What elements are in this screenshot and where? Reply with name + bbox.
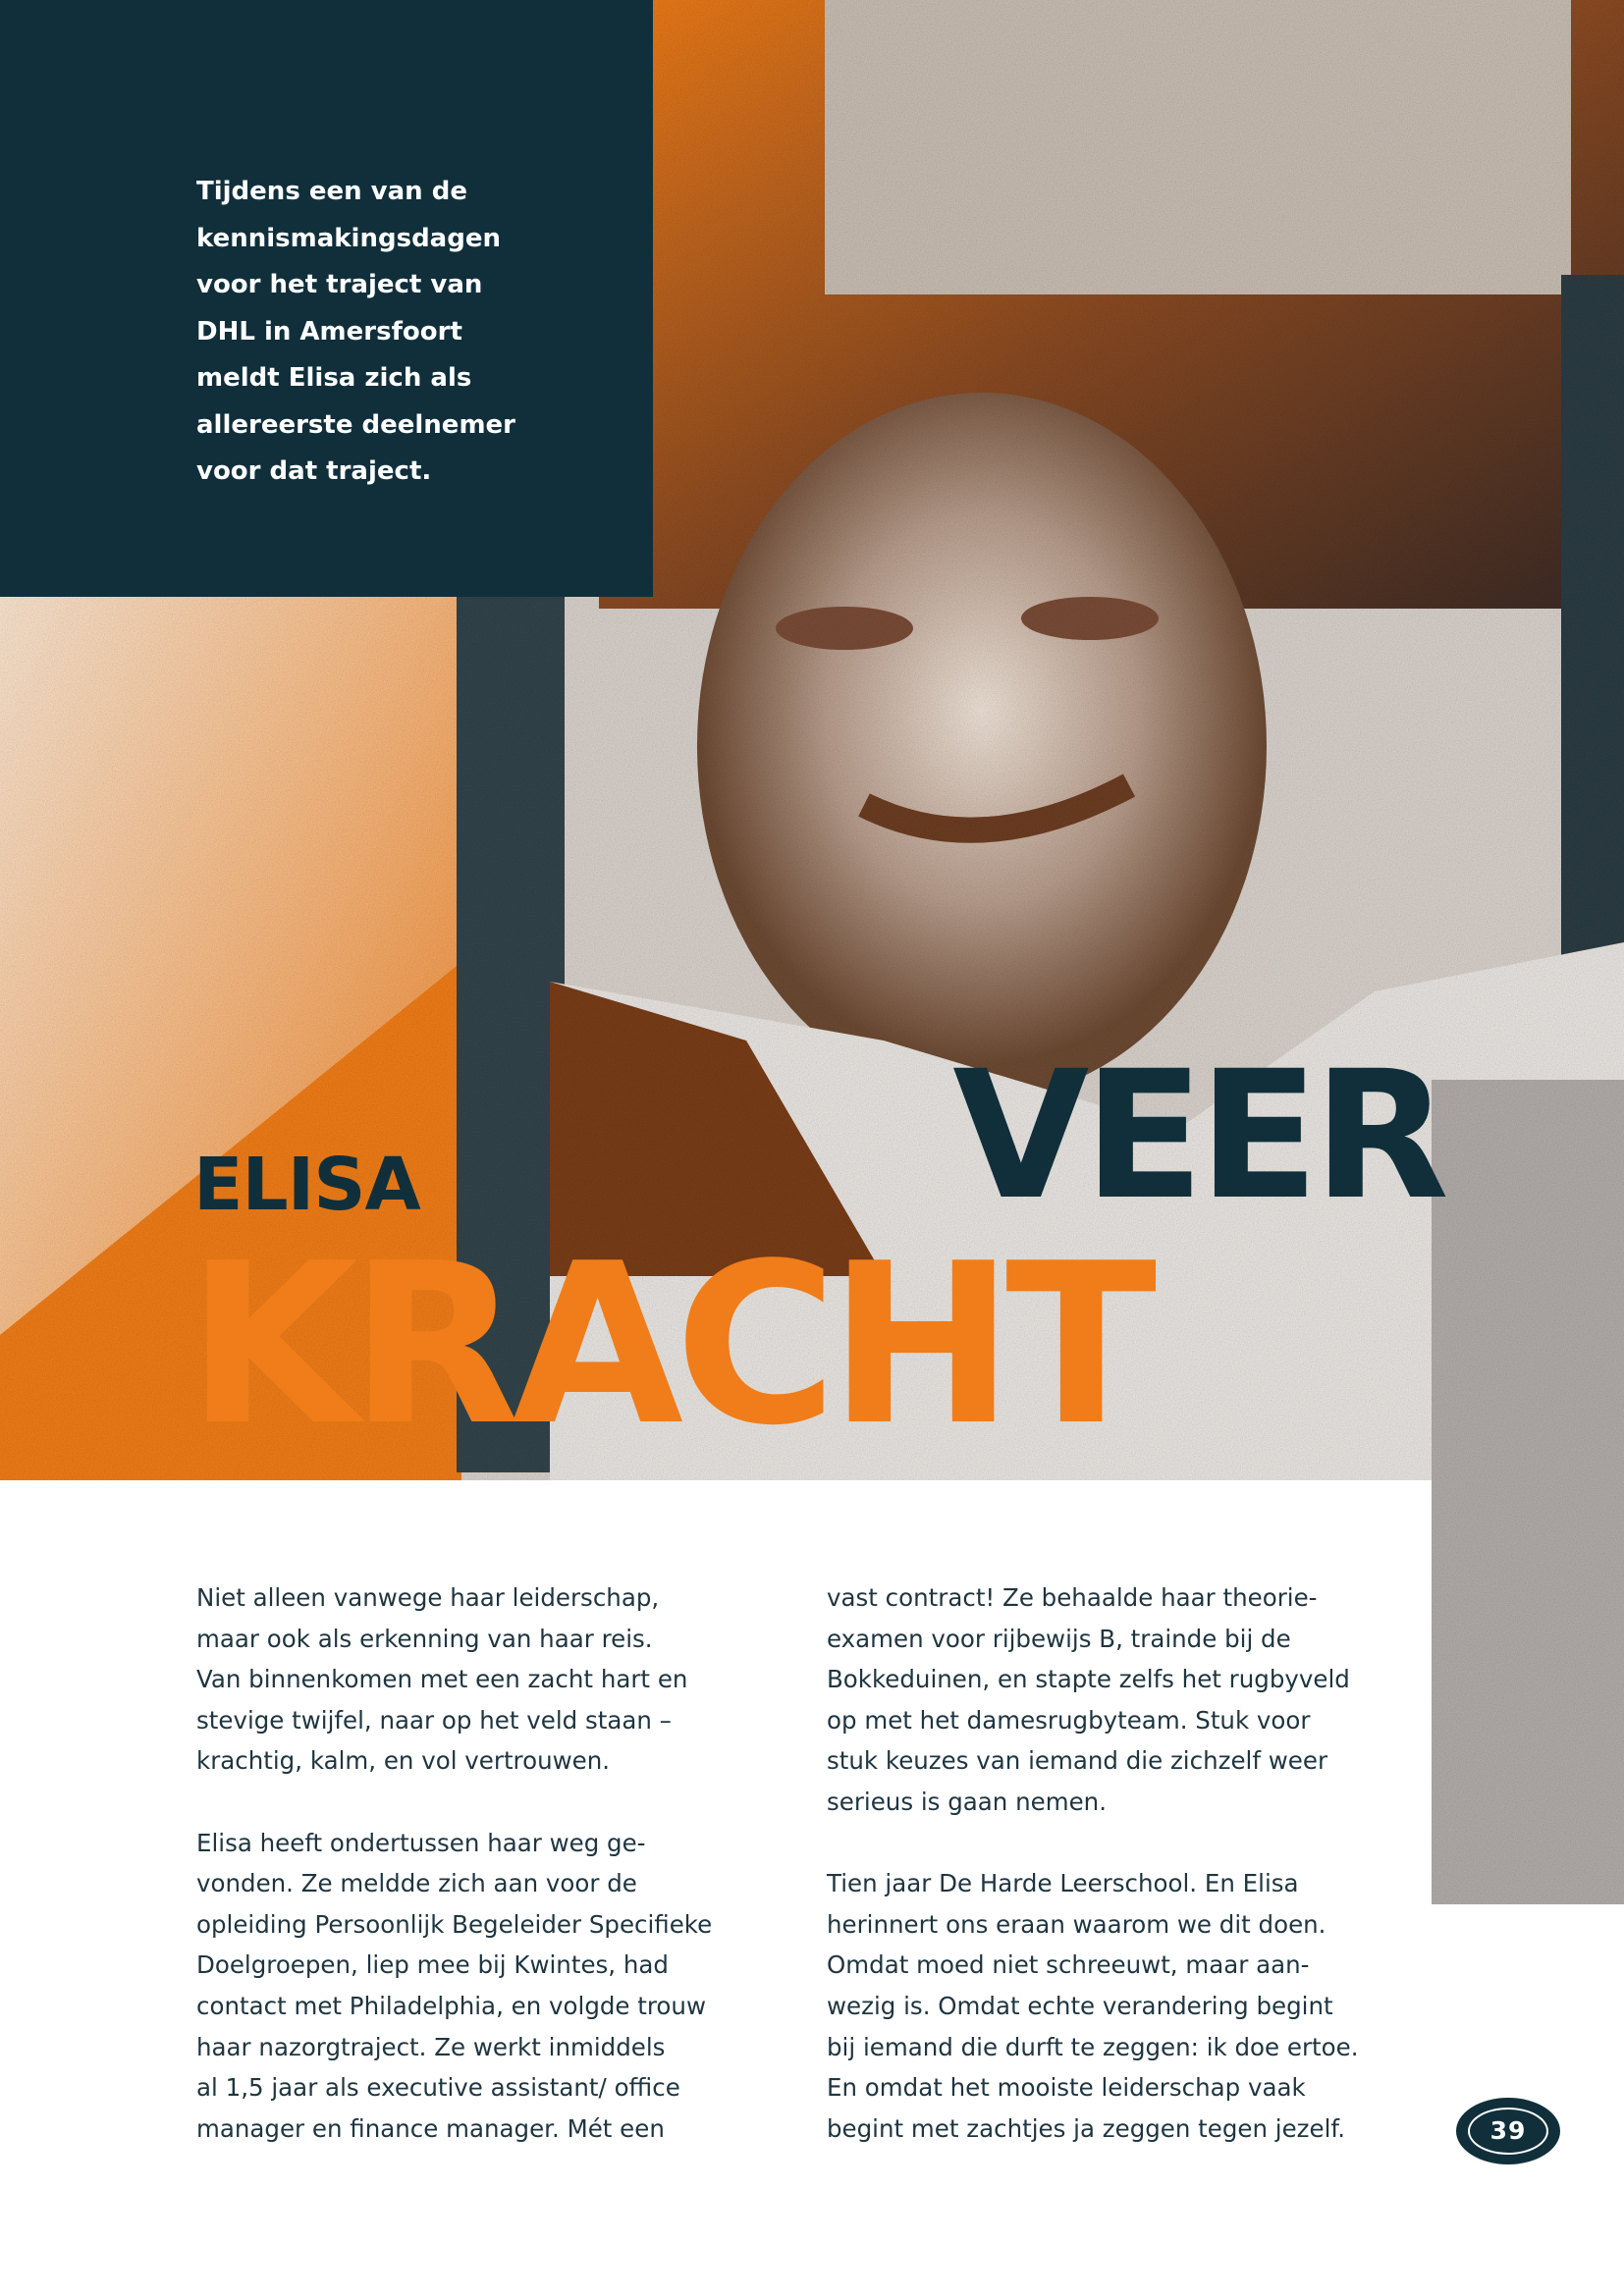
intro-box (0, 0, 653, 597)
title-word-kracht: KRACHT (187, 1216, 1149, 1474)
page-number: 39 (1489, 2116, 1527, 2145)
title-word-veer: VEER (952, 1034, 1443, 1239)
intro-text: Tijdens een van de kennismakingsdagen voor het traject van DHL in Amersfoort meldt Elisa zich als allereerste deelnemer voor dat traject. (196, 177, 515, 486)
page-number-badge (1456, 2098, 1560, 2164)
article-column-right (827, 1577, 1391, 2190)
article-paragraph: Niet alleen vanwege haar leiderschap, maar ook als erkenning van haar reis. Van binnenkomen met een zacht hart en stevige twijfel, naar op het veld staan – krachtig, kalm, en vol vertrouwen. (196, 1583, 688, 1776)
article-paragraph: Elisa heeft ondertussen haar weg ge- vonden. Ze meldde zich aan voor de opleiding Persoonlijk Begeleider Specifieke Doelgroepen, liep mee bij Kwintes, had contact met Philadelphia, en volgde trouw haar nazorgtraject. Ze werkt inmiddels al 1,5 jaar als executive assistant/ office manager en finance manager. Mét een (196, 1828, 713, 2143)
article-column-left (196, 1577, 761, 2190)
article-paragraph: vast contract! Ze behaalde haar theorie- examen voor rijbewijs B, trainde bij de Bokkeduinen, en stapte zelfs het rugbyveld op met het damesrugbyteam. Stuk voor stuk keuzes van iemand die zichzelf weer serieus is gaan nemen. (827, 1583, 1350, 1816)
title-name: ELISA (193, 1143, 420, 1227)
article-paragraph: Tien jaar De Harde Leerschool. En Elisa herinnert ons eraan waarom we dit doen. Omdat moed niet schreeuwt, maar aan- wezig is. Omdat echte verandering begint bij iemand die durft te zeggen: ik doe ertoe. En omdat het mooiste leiderschap vaak begint met zachtjes ja zeggen tegen jezelf. (827, 1869, 1359, 2143)
